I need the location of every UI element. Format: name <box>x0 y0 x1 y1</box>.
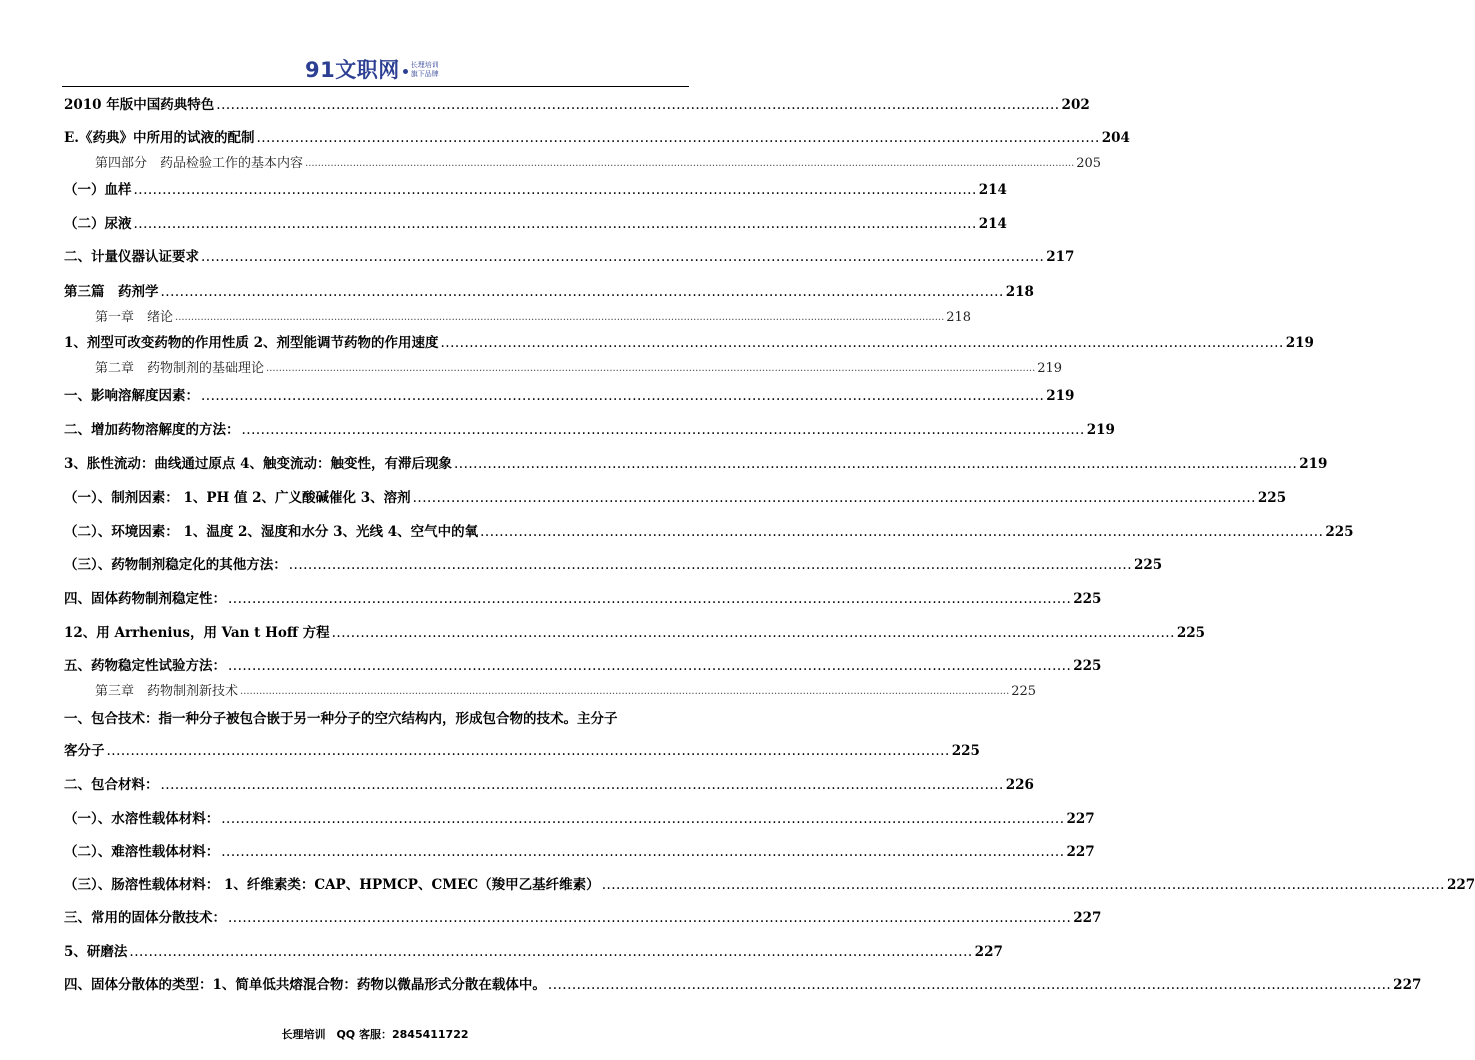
toc-entry[interactable]: 第二章 药物制剂的基础理论 .................................................................................................................................................................................................................................................. 219 <box>95 361 1063 376</box>
toc-entry[interactable]: （二）、难溶性载体材料： ................................................................................................................................................................................ 227 <box>64 844 1095 860</box>
toc-page-number: 225 <box>1011 684 1037 699</box>
toc-page-number: 225 <box>1073 658 1102 674</box>
leader-dots: .................................................................................................................................................................................................................................................. <box>305 158 1075 169</box>
toc-page-number: 217 <box>1046 249 1075 265</box>
toc-entry[interactable]: 第三章 药物制剂新技术 .................................................................................................................................................................................................................................................. 225 <box>95 684 1037 699</box>
toc-page-number: 219 <box>1299 456 1328 472</box>
toc-page-number: 226 <box>1005 777 1034 793</box>
toc-page-number: 218 <box>1005 284 1034 300</box>
toc-entry[interactable]: E.《药典》中所用的试液的配制 ................................................................................................................................................................................ 204 <box>64 130 1130 146</box>
toc-page-number: 225 <box>1073 591 1102 607</box>
leader-dots: ................................................................................................................................................................................ <box>547 977 1392 993</box>
toc-page-number: 219 <box>1046 388 1075 404</box>
toc-entry[interactable]: 四、固体分散体的类型：1、简单低共熔混合物：药物以微晶形式分散在载体中。 ................................................................................................................................................................................ 227 <box>64 977 1422 993</box>
toc-page-number: 202 <box>1061 97 1090 113</box>
toc-page-number: 227 <box>1446 877 1475 893</box>
toc-page-number: 219 <box>1037 361 1063 376</box>
toc-entry-line1[interactable]: 一、包合技术：指一种分子被包合嵌于另一种分子的空穴结构内，形成包合物的技术。主分子 <box>64 711 618 727</box>
toc-entry[interactable]: 三、常用的固体分散技术： ................................................................................................................................................................................ 227 <box>64 910 1102 926</box>
leader-dots: .................................................................................................................................................................................................................................................. <box>240 686 1010 697</box>
leader-dots: ................................................................................................................................................................................ <box>256 130 1100 146</box>
toc-page-number: 225 <box>1134 557 1163 573</box>
leader-dots: ................................................................................................................................................................................ <box>216 97 1060 113</box>
toc-page-number: 219 <box>1086 422 1115 438</box>
leader-dots: ................................................................................................................................................................................ <box>129 944 973 960</box>
toc-entry[interactable]: 1、剂型可改变药物的作用性质 2、剂型能调节药物的作用速度 ................................................................................................................................................................................ 219 <box>64 335 1314 351</box>
toc-entry[interactable]: （二）尿液 ................................................................................................................................................................................ 214 <box>64 216 1007 232</box>
logo-text: 91文职网 <box>305 58 400 82</box>
toc-entry[interactable]: 3、胀性流动：曲线通过原点 4、触变流动：触变性，有滞后现象 ................................................................................................................................................................................ 219 <box>64 456 1328 472</box>
leader-dots: ................................................................................................................................................................................ <box>228 658 1072 674</box>
toc-page-number: 227 <box>974 944 1003 960</box>
leader-dots: ................................................................................................................................................................................ <box>440 335 1284 351</box>
leader-dots: ................................................................................................................................................................................ <box>228 910 1072 926</box>
logo-dot-icon <box>403 69 408 74</box>
leader-dots: ................................................................................................................................................................................ <box>241 422 1085 438</box>
toc-page-number: 227 <box>1393 977 1422 993</box>
toc-page-number: 225 <box>1325 524 1354 540</box>
toc-page-number: 218 <box>946 310 972 325</box>
toc-entry[interactable]: 12、用 Arrhenius，用 Van t Hoff 方程 ................................................................................................................................................................................ 225 <box>64 625 1206 641</box>
toc-page-number: 204 <box>1101 130 1130 146</box>
toc-page-number: 219 <box>1285 335 1314 351</box>
leader-dots: ................................................................................................................................................................................ <box>221 844 1065 860</box>
toc-entry[interactable]: （一）、水溶性载体材料： ................................................................................................................................................................................ 227 <box>64 811 1095 827</box>
toc-page-number: 227 <box>1066 844 1095 860</box>
leader-dots: ................................................................................................................................................................................ <box>160 777 1004 793</box>
toc-entry[interactable]: 5、研磨法 ................................................................................................................................................................................ 227 <box>64 944 1003 960</box>
toc-page-number: 225 <box>1176 625 1206 641</box>
leader-dots: ................................................................................................................................................................................ <box>201 388 1045 404</box>
toc-entry[interactable]: 客分子 ................................................................................................................................................................................ 225 <box>64 743 980 759</box>
leader-dots: ................................................................................................................................................................................ <box>160 284 1004 300</box>
leader-dots: ................................................................................................................................................................................ <box>221 811 1065 827</box>
site-logo[interactable] <box>305 56 439 84</box>
toc-entry[interactable]: 第一章 绪论 .................................................................................................................................................................................................................................................. 218 <box>95 310 972 325</box>
leader-dots: ................................................................................................................................................................................ <box>601 877 1445 893</box>
leader-dots: ................................................................................................................................................................................ <box>480 524 1324 540</box>
toc-entry[interactable]: （三）、肠溶性载体材料： 1、纤维素类：CAP、HPMCP、CMEC（羧甲乙基纤维素） ................................................................................................................................................................................ 227 <box>64 877 1475 893</box>
leader-dots: ................................................................................................................................................................................ <box>412 490 1256 506</box>
toc-page-number: 205 <box>1076 156 1102 171</box>
leader-dots: ................................................................................................................................................................................ <box>228 591 1072 607</box>
leader-dots: ................................................................................................................................................................................ <box>454 456 1298 472</box>
page-header <box>0 0 750 86</box>
leader-dots: .................................................................................................................................................................................................................................................. <box>266 363 1036 374</box>
toc-entry[interactable]: 四、固体药物制剂稳定性： ................................................................................................................................................................................ 225 <box>64 591 1102 607</box>
toc-page-number: 225 <box>1257 490 1287 506</box>
page-footer: 长理培训 QQ 客服：2845411722 <box>281 1028 469 1041</box>
leader-dots: ................................................................................................................................................................................ <box>133 182 977 198</box>
leader-dots: ................................................................................................................................................................................ <box>201 249 1045 265</box>
leader-dots: ................................................................................................................................................................................ <box>133 216 977 232</box>
toc-entry[interactable]: 第三篇 药剂学 ................................................................................................................................................................................ 218 <box>64 284 1034 300</box>
toc-page-number: 227 <box>1066 811 1095 827</box>
leader-dots: .................................................................................................................................................................................................................................................. <box>175 312 945 323</box>
toc-page-number: 214 <box>978 182 1007 198</box>
toc-entry[interactable]: （一）、制剂因素： 1、PH 值 2、广义酸碱催化 3、溶剂 ................................................................................................................................................................................ 225 <box>64 490 1287 506</box>
leader-dots: ................................................................................................................................................................................ <box>106 743 950 759</box>
toc-entry[interactable]: 一、影响溶解度因素： ................................................................................................................................................................................ 219 <box>64 388 1075 404</box>
leader-dots: ................................................................................................................................................................................ <box>331 625 1175 641</box>
toc-page-number: 225 <box>951 743 980 759</box>
leader-dots: ................................................................................................................................................................................ <box>288 557 1133 573</box>
toc-entry[interactable]: 五、药物稳定性试验方法： ................................................................................................................................................................................ 225 <box>64 658 1102 674</box>
toc-page-number: 227 <box>1073 910 1102 926</box>
toc-entry[interactable]: 2010 年版中国药典特色 ................................................................................................................................................................................ 202 <box>64 97 1090 113</box>
logo-subtitle: 长理培训 旗下品牌 <box>410 61 439 78</box>
header-divider <box>62 86 689 87</box>
toc-entry[interactable]: 二、计量仪器认证要求 ................................................................................................................................................................................ 217 <box>64 249 1075 265</box>
toc-entry[interactable]: （一）血样 ................................................................................................................................................................................ 214 <box>64 182 1007 198</box>
toc-entry[interactable]: 二、包合材料： ................................................................................................................................................................................ 226 <box>64 777 1034 793</box>
toc-entry[interactable]: （三）、药物制剂稳定化的其他方法： ................................................................................................................................................................................ 225 <box>64 557 1163 573</box>
toc-page-number: 214 <box>978 216 1007 232</box>
toc-entry[interactable]: 第四部分 药品检验工作的基本内容 .................................................................................................................................................................................................................................................. 205 <box>95 156 1102 171</box>
toc-entry[interactable]: 二、增加药物溶解度的方法： ................................................................................................................................................................................ 219 <box>64 422 1115 438</box>
toc-entry[interactable]: （二）、环境因素： 1、温度 2、湿度和水分 3、光线 4、空气中的氧 ................................................................................................................................................................................ 225 <box>64 524 1354 540</box>
